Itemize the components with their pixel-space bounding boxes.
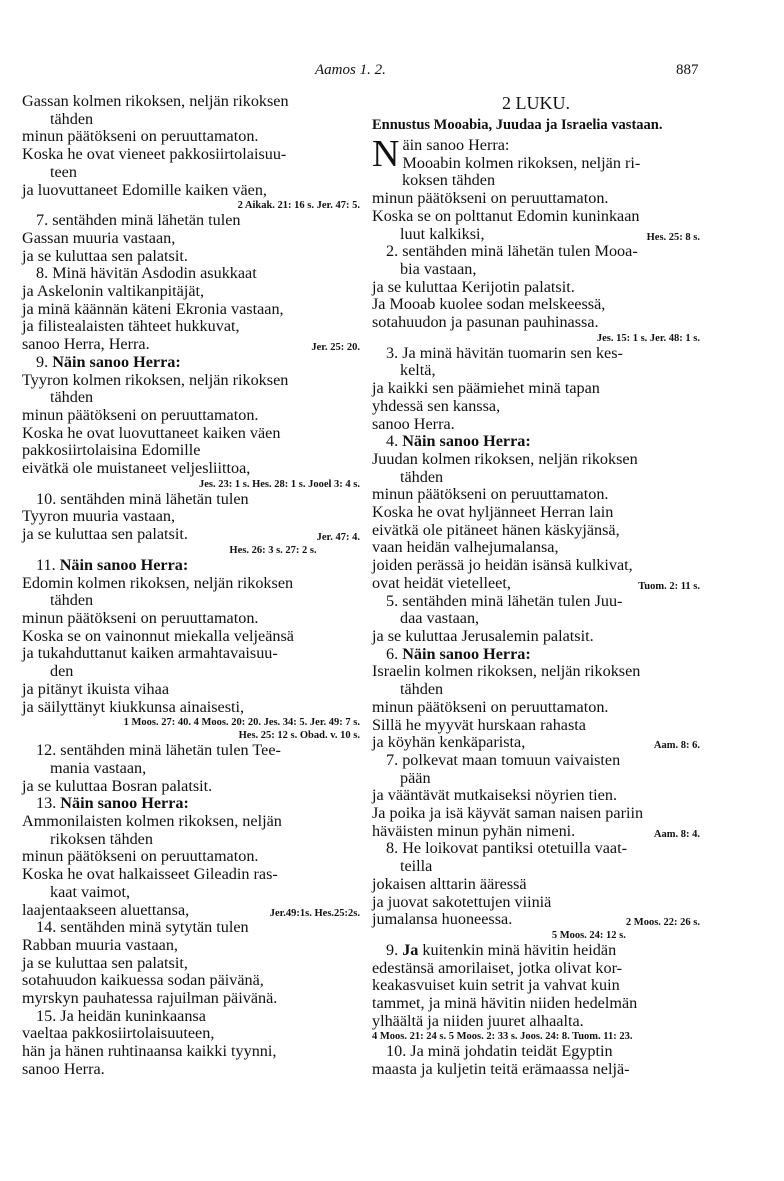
- text-line: den: [50, 662, 74, 681]
- text-line: edestänsä amorilaiset, jotka olivat kor-: [372, 958, 623, 977]
- text-line: eivätkä ole pitäneet hänen käskyjänsä,: [372, 520, 620, 539]
- verse-line: 10. Ja minä johdatin teidät Egyptin: [386, 1042, 613, 1061]
- text-line: hän ja hänen ruhtinaansa kaikki tyynni,: [22, 1042, 277, 1061]
- text-line: minun päätökseni on peruuttamaton.: [372, 189, 609, 208]
- text-line: ja se kuluttaa Kerijotin palatsit.: [372, 277, 575, 296]
- cross-reference: Jer. 47: 4.: [316, 532, 360, 544]
- text-line: ja se kuluttaa sen palatsit.: [22, 246, 188, 265]
- text-line: ja pitänyt ikuista vihaa: [22, 679, 169, 698]
- text-line: Ammonilaisten kolmen rikoksen, neljän: [22, 812, 282, 831]
- chapter-heading: 2 LUKU.: [502, 93, 570, 113]
- text-line: Koska se on polttanut Edomin kuninkaan: [372, 206, 640, 225]
- cross-reference: Jer.49:1s. Hes.25:2s.: [269, 907, 360, 919]
- text-line: ylhäältä ja niiden juuret alhaalta.: [372, 1011, 584, 1030]
- cross-reference: Aam. 8: 4.: [653, 828, 700, 840]
- text-line: ja säilyttänyt kiukkunsa ainaisesti,: [22, 697, 245, 716]
- cross-reference: Hes. 25: 8 s.: [646, 231, 700, 243]
- text-line: minun päätökseni on peruuttamaton.: [372, 485, 609, 504]
- text-line: ja köyhän kenkäparista, Aam. 8: 6.: [372, 734, 700, 752]
- text-line: ja filistealaisten tähteet hukkuvat,: [22, 317, 240, 336]
- text-line: ja luovuttaneet Edomille kaiken väen,: [22, 180, 267, 199]
- text-line: ja se kuluttaa sen palatsit,: [22, 953, 188, 972]
- cross-reference: Aam. 8: 6.: [653, 740, 700, 752]
- text-line: koksen tähden: [402, 171, 496, 190]
- text-line: minun päätökseni on peruuttamaton.: [22, 127, 259, 146]
- verse-line: 8. Minä hävitän Asdodin asukkaat: [36, 264, 257, 283]
- verse-line: 13. Näin sanoo Herra:: [36, 794, 189, 813]
- text-line: Gassan muuria vastaan,: [22, 228, 176, 247]
- text-line: yhdessä sen kanssa,: [372, 396, 501, 415]
- cross-reference: Hes. 25: 12 s. Obad. v. 10 s.: [238, 730, 360, 742]
- text-line: jumalansa huoneessa. 2 Moos. 22: 26 s.: [372, 911, 700, 929]
- text-line: keltä,: [400, 361, 436, 380]
- text-line: minun päätökseni on peruuttamaton.: [372, 697, 609, 716]
- text-line: kaat vaimot,: [50, 882, 131, 901]
- text-line: ja Askelonin valtikanpitäjät,: [22, 282, 205, 301]
- text-line: minun päätökseni on peruuttamaton.: [22, 405, 259, 424]
- text-line: vaeltaa pakkosiirtolaisuuteen,: [22, 1024, 215, 1043]
- text-line: tähden: [50, 591, 94, 610]
- running-title: Aamos 1. 2.: [315, 62, 386, 78]
- text-line: sanoo Herra, Herra. Jer. 25: 20.: [22, 336, 360, 354]
- verse-line: 7. sentähden minä lähetän tulen: [36, 211, 241, 230]
- text-line: sanoo Herra.: [22, 1059, 105, 1078]
- verse-line: 15. Ja heidän kuninkaansa: [36, 1006, 206, 1025]
- text-line: sotahuudon kaikuessa sodan päivänä,: [22, 971, 264, 990]
- cross-reference: 4 Moos. 21: 24 s. 5 Moos. 2: 33 s. Joos. 24: 8. Tuom. 11: 23.: [372, 1031, 633, 1043]
- text-line: Sillä he myyvät hurskaan rahasta: [372, 715, 586, 734]
- chapter-summary: Ennustus Mooabia, Juudaa ja Israelia vastaan.: [372, 117, 663, 133]
- drop-cap: N: [372, 133, 400, 175]
- text-line: teen: [50, 162, 77, 181]
- text-line: Koska he ovat hyljänneet Herran lain: [372, 503, 614, 522]
- cross-reference: 5 Moos. 24: 12 s.: [551, 929, 626, 941]
- text-line: pään: [400, 768, 431, 787]
- text-line: Gassan kolmen rikoksen, neljän rikoksen: [22, 92, 289, 110]
- text-line: keakasvuiset kuin setrit ja vahvat kuin: [372, 976, 620, 995]
- verse-line: 11. Näin sanoo Herra:: [36, 555, 189, 574]
- text-line: pakkosiirtolaisina Edomille: [22, 441, 201, 460]
- text-line: ja tukahduttanut kaiken armahtavaisuu-: [22, 644, 278, 663]
- verse-line: 9. Ja kuitenkin minä hävitin heidän: [386, 940, 617, 959]
- text-line: ja kaikki sen päämiehet minä tapan: [372, 379, 600, 398]
- text-line: Ja Mooab kuolee sodan melskeessä,: [372, 295, 606, 314]
- verse-line: 10. sentähden minä lähetän tulen: [36, 489, 249, 508]
- text-line: tähden: [50, 388, 94, 407]
- text-line: tähden: [400, 467, 444, 486]
- text-line: ja minä käännän käteni Ekronia vastaan,: [22, 299, 284, 318]
- page-number: 887: [676, 62, 699, 78]
- text-line: Mooabin kolmen rikoksen, neljän ri-: [402, 153, 641, 172]
- text-line: tähden: [400, 680, 444, 699]
- text-line: tähden: [50, 109, 94, 128]
- text-line: maasta ja kuljetin teitä erämaassa neljä-: [372, 1060, 630, 1079]
- verse-line: 14. sentähden minä sytytän tulen: [36, 918, 249, 937]
- text-line: minun päätökseni on peruuttamaton.: [22, 847, 259, 866]
- text-line: ja juovat sakotettujen viiniä: [372, 892, 552, 911]
- text-line: Koska he ovat halkaisseet Gileadin ras-: [22, 865, 278, 884]
- text-line: ja se kuluttaa Bosran palatsit.: [22, 776, 213, 795]
- text-line: Juudan kolmen rikoksen, neljän rikoksen: [372, 449, 638, 468]
- verse-line: 12. sentähden minä lähetän tulen Tee-: [36, 741, 281, 760]
- text-line: Rabban muuria vastaan,: [22, 935, 178, 954]
- text-line: häväisten minun pyhän nimeni. Aam. 8: 4.: [372, 823, 700, 841]
- text-line: äin sanoo Herra:: [402, 136, 510, 154]
- text-line: Tyyron kolmen rikoksen, neljän rikoksen: [22, 370, 289, 389]
- cross-reference: Jer. 25: 20.: [311, 342, 360, 354]
- cross-reference: Tuom. 2: 11 s.: [638, 580, 700, 592]
- text-line: laajentaakseen aluettansa, Jer.49:1s. Hes.25:2s.: [22, 902, 360, 920]
- text-line: rikoksen tähden: [50, 829, 153, 848]
- text-line: teilla: [400, 857, 433, 876]
- verse-line: 8. He loikovat pantiksi otetuilla vaat-: [386, 839, 627, 858]
- verse-line: 2. sentähden minä lähetän tulen Mooa-: [386, 242, 638, 261]
- cross-reference: 2 Aikak. 21: 16 s. Jer. 47: 5.: [237, 200, 360, 212]
- text-line: Edomin kolmen rikoksen, neljän rikoksen: [22, 573, 294, 592]
- text-line: Tyyron muuria vastaan,: [22, 507, 176, 526]
- cross-reference: 1 Moos. 27: 40. 4 Moos. 20: 20. Jes. 34: 5. Jer. 49: 7 s.: [123, 717, 360, 729]
- text-line: Koska he ovat luovuttaneet kaiken väen: [22, 423, 281, 442]
- verse-line: 5. sentähden minä lähetän tulen Juu-: [386, 591, 623, 610]
- text-line: joiden perässä jo heidän isänsä kulkivat,: [372, 556, 633, 575]
- text-line: sanoo Herra.: [372, 414, 455, 433]
- text-line: minun päätökseni on peruuttamaton.: [22, 608, 259, 627]
- text-line: eivätkä ole muistaneet veljesliittoa,: [22, 459, 251, 478]
- cross-reference: Hes. 26: 3 s. 27: 2 s.: [229, 544, 317, 556]
- text-line: daa vastaan,: [400, 609, 480, 628]
- text-line: ja se kuluttaa Jerusalemin palatsit.: [372, 626, 594, 645]
- text-line: ja vääntävät mutkaiseksi nöyrien tien.: [372, 786, 617, 805]
- text-line: ja se kuluttaa sen palatsit. Jer. 47: 4.: [22, 526, 360, 544]
- text-line: luut kalkiksi, Hes. 25: 8 s.: [372, 226, 700, 244]
- cross-reference: Jes. 15: 1 s. Jer. 48: 1 s.: [596, 332, 700, 344]
- page-header: [0, 60, 784, 84]
- verse-line: 3. Ja minä hävitän tuomarin sen kes-: [386, 343, 623, 362]
- verse-line: 6. Näin sanoo Herra:: [386, 644, 531, 663]
- text-line: sotahuudon ja pasunan pauhinassa.: [372, 313, 599, 332]
- cross-reference: 2 Moos. 22: 26 s.: [625, 917, 700, 929]
- cross-reference: Jes. 23: 1 s. Hes. 28: 1 s. Jooel 3: 4 s.: [199, 478, 360, 490]
- text-line: mania vastaan,: [50, 758, 147, 777]
- text-line: Koska se on vainonnut miekalla veljeänsä: [22, 626, 294, 645]
- verse-line: 9. Näin sanoo Herra:: [36, 352, 181, 371]
- text-line: bia vastaan,: [400, 259, 477, 278]
- text-line: jokaisen alttarin ääressä: [372, 874, 527, 893]
- right-column: [372, 93, 700, 1079]
- text-line: myrskyn pauhatessa rajuilman päivänä.: [22, 989, 278, 1008]
- text-line: ovat heidät vietelleet, Tuom. 2: 11 s.: [372, 575, 700, 593]
- verse-line: 4. Näin sanoo Herra:: [386, 432, 531, 451]
- verse-line: 7. polkevat maan tomuun vaivaisten: [386, 750, 621, 769]
- text-line: vaan heidän valhejumalansa,: [372, 538, 559, 557]
- text-line: Koska he ovat vieneet pakkosiirtolaisuu-: [22, 145, 287, 164]
- text-line: Israelin kolmen rikoksen, neljän rikoksen: [372, 662, 641, 681]
- text-line: tammet, ja minä hävitin niiden hedelmän: [372, 994, 638, 1013]
- left-column: [22, 93, 360, 1079]
- text-line: Ja poika ja isä käyvät saman naisen pariin: [372, 804, 644, 823]
